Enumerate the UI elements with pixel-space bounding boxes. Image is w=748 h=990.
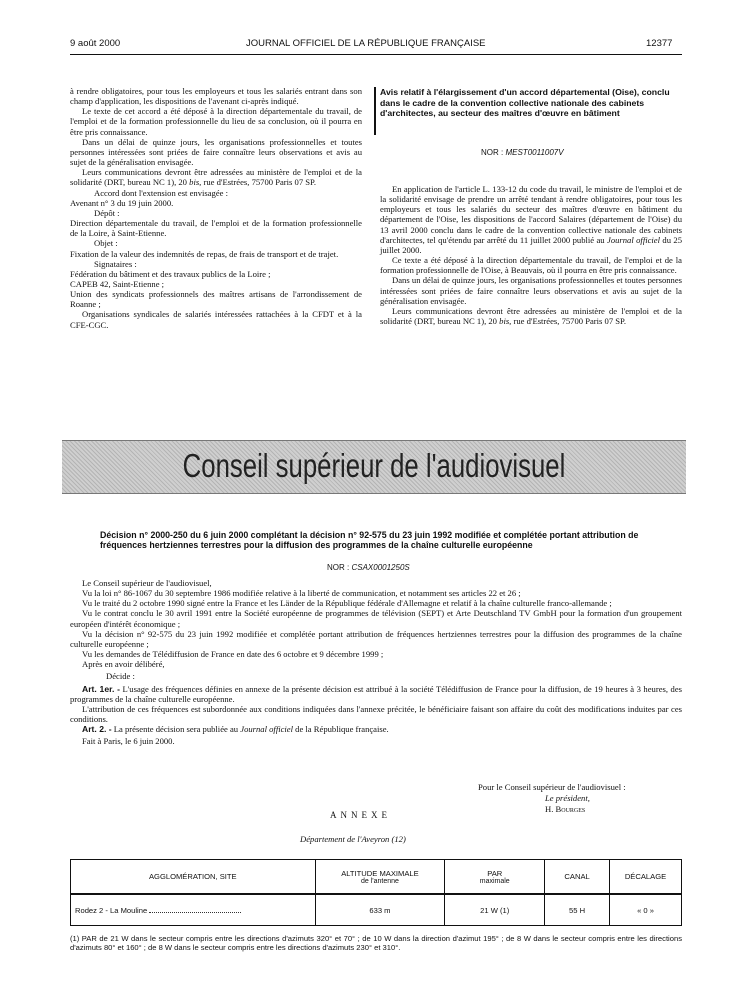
site-name: Rodez 2 - La Mouline (75, 905, 148, 915)
table-cell-site (71, 894, 316, 926)
right-column (380, 184, 682, 326)
column-header-main: CANAL (564, 872, 590, 881)
text-span: La présente décision sera publiée au (113, 724, 239, 735)
left-paragraph (70, 167, 362, 187)
left-paragraph: Fixation de la valeur des indemnités de repas, de frais de transport et de trajet. (70, 248, 339, 259)
nor-label: NOR : (327, 563, 350, 572)
table-cell-altitude: 633 m (315, 894, 445, 926)
nor-value: MEST0011007V (505, 148, 564, 157)
text-span: L'usage des fréquences définies en annexe de la présente décision est attribué à la société Télédiffusion de France pour la diffusion, de 19 heures à 3 heures, des programmes de la chaîne culturelle européenne. (70, 683, 682, 704)
section-banner-title: Conseil supérieur de l'audiovisuel (182, 447, 566, 484)
decision-paragraph: Vu les demandes de Télédiffusion de France en date des 6 octobre et 9 décembre 1999 ; (82, 649, 384, 660)
column-header-main: DÉCALAGE (624, 872, 667, 881)
left-paragraph: à rendre obligatoires, pour tous les employeurs et tous les salariés entrant dans son champ d'application, les dispositions de l'avenant ci-après indiqué. (70, 86, 362, 107)
text-span: rue d'Estrées, 75700 Paris 07 SP. (513, 316, 627, 327)
left-paragraph: CAPEB 42, Saint-Etienne ; (70, 278, 165, 289)
table-cell-par: 21 W (1) (445, 894, 545, 926)
annex-department: Département de l'Aveyron (12) (300, 834, 406, 844)
decision-paragraph: Vu le contrat conclu le 30 avril 1991 entre la Société européenne de programmes de télévision (SEPT) et Arte Deutschland TV GmbH pour la formation d'un groupement européen d'intérêt économique ; (70, 608, 682, 629)
table-row (71, 894, 682, 926)
left-paragraph: Direction départementale du travail, de l'emploi et de la formation professionnelle de la Loire, à Saint-Etienne. (70, 218, 362, 239)
article-label: Art. 1er. - (82, 683, 120, 694)
header-page-number: 12377 (646, 38, 673, 49)
column-header-main: AGGLOMÉRATION, SITE (148, 872, 237, 881)
decision-nor (327, 563, 410, 572)
text-span: Leurs communications devront être adressées au ministère de l'emploi et de la solidarité (DRT, bureau NC 1), 20 (70, 167, 362, 188)
left-paragraph: Organisations syndicales de salariés intéressées rattachées à la CFDT et à la CFE-CGC. (70, 309, 362, 330)
column-header-sub: maximale (479, 877, 510, 885)
text-span: Journal officiel (607, 234, 660, 245)
column-header-main: ALTITUDE MAXIMALE (341, 868, 419, 878)
annex-footnote: (1) PAR de 21 W dans le secteur compris entre les directions d'azimuts 320° et 70° ; de 10 W dans la direction d'azimut 195° ; de 8 W dans le secteur compris entre les directions d'azimuts 80° et 160° ; de 8 W dans le secteur compris entre les directions d'azimuts 230° et 310°. (70, 934, 682, 953)
header-title: JOURNAL OFFICIEL DE LA RÉPUBLIQUE FRANÇAISE (246, 38, 486, 49)
article-1 (70, 684, 682, 704)
decision-paragraph: Décide : (106, 671, 135, 682)
table-cell-canal: 55 H (545, 894, 610, 926)
left-paragraph: Dépôt : (94, 207, 120, 218)
column-header (445, 860, 545, 895)
nor-value: CSAX0001250S (351, 563, 410, 572)
article-1-paragraph: L'attribution de ces fréquences est subordonnée aux conditions indiquées dans l'annexe précitée, le bénéficiaire faisant son affaire du coût des modifications induites par ces conditions. (70, 703, 682, 725)
header-date: 9 août 2000 (70, 38, 121, 49)
nor-label: NOR : (481, 148, 504, 157)
table-cell-decalage: « 0 » (610, 894, 682, 926)
text-span: Journal officiel (240, 724, 293, 735)
table-header-row (71, 860, 682, 895)
decision-paragraph: Vu la décision n° 92-575 du 23 juin 1992 modifiée et complétée portant attribution de fréquences hertziennes terrestres pour la diffusion des programmes de la chaîne culturelle européenne ; (70, 628, 682, 649)
text-span: Leurs communications devront être adressées au ministère de l'emploi et de la solidarité (DRT, bureau NC 1), 20 (380, 305, 682, 327)
decision-paragraph: Le Conseil supérieur de l'audiovisuel, (82, 578, 212, 588)
decision-paragraph: Vu la loi n° 86-1067 du 30 septembre 1986 modifiée relative à la liberté de communication, et notamment ses articles 22 et 26 ; (82, 588, 521, 599)
left-paragraph: Union des syndicats professionnels des maîtres artisans de l'arrondissement de Roanne ; (70, 289, 362, 310)
left-paragraph: Dans un délai de quinze jours, les organisations professionnelles et toutes personnes intéressées sont priées de faire connaître leurs observations et avis au sujet de la généralisation envisagée. (70, 136, 362, 168)
avis-title: Avis relatif à l'élargissement d'un accord départemental (Oise), conclu dans le cadre de la convention collective nationale des cabinets d'architectes, au secteur des maîtres d'œuvre en bâtiment (380, 87, 670, 119)
avis-title-bar (374, 87, 376, 135)
left-paragraph: Avenant n° 3 du 19 juin 2000. (70, 197, 174, 208)
right-paragraph: Ce texte a été déposé à la direction départementale du travail, de l'emploi et de la formation professionnelle de l'Oise, à Beauvais, où il pourra en être pris connaissance. (380, 255, 682, 276)
column-header-sub: de l'antenne (360, 877, 399, 885)
signature-line: Pour le Conseil supérieur de l'audiovisuel : (478, 782, 626, 792)
decision-paragraph: Après en avoir délibéré, (82, 659, 165, 670)
left-paragraph: Fédération du bâtiment et des travaux publics de la Loire ; (70, 268, 271, 279)
left-paragraph: Le texte de cet accord a été déposé à la direction départementale du travail, de l'emploi et de la formation professionnelle du lieu de sa conclusion, où il pourra en être pris connaissance. (70, 106, 362, 137)
article-2 (70, 724, 682, 734)
column-header-main: PAR (487, 868, 503, 878)
decision-body (70, 578, 682, 747)
text-span: du 25 juillet 2000. (380, 234, 682, 255)
left-column (70, 86, 362, 330)
left-paragraph: Objet : (94, 238, 118, 249)
text-span: bis, (189, 177, 202, 188)
decision-paragraph: Vu le traité du 2 octobre 1990 signé entre la France et les Länder de la République fédérale d'Allemagne et relatif à la chaîne culturelle franco-allemande ; (82, 598, 612, 609)
signature-title: Le président, (545, 793, 590, 803)
text-span: de la République française. (295, 724, 389, 735)
left-paragraph: Signataires : (94, 258, 137, 269)
right-paragraph (380, 306, 682, 326)
leader-dots (149, 906, 241, 913)
article-label: Art. 2. - (82, 724, 112, 735)
signature-name: H. Bourges (545, 804, 586, 814)
avis-nor (481, 148, 564, 157)
decision-date: Fait à Paris, le 6 juin 2000. (82, 736, 175, 747)
text-span: rue d'Estrées, 75700 Paris 07 SP. (203, 177, 317, 188)
annex-table (70, 859, 682, 926)
decision-title: Décision n° 2000-250 du 6 juin 2000 complétant la décision n° 92-575 du 23 juin 1992 modifiée et complétée portant attribution de fréquences hertziennes terrestres pour la diffusion des programmes de la chaîne culturelle européenne (100, 530, 639, 551)
annex-title: ANNEXE (330, 810, 391, 820)
text-span: bis, (499, 316, 512, 327)
text-span: En application de l'article L. 133-12 du code du travail, le ministre de l'emploi et de la solidarité envisage de prendre un arrêté tendant à rendre obligatoires, pour tous les employeurs et tous les salariés du secteur des maîtres d'œuvre en bâtiment du département de l'Oise, les dispositions de l'accord Salaires (département de l'Oise) du 13 avril 2000 conclu dans le cadre de la convention collective nationale des cabinets d'architectes, tel qu'étendu par arrêté du 11 juillet 2000 publié au (380, 184, 682, 245)
right-paragraph: Dans un délai de quinze jours, les organisations professionnelles et toutes personnes intéressées sont priées de faire connaître leurs observations et avis au sujet de la généralisation envisagée. (380, 275, 682, 306)
column-header (71, 860, 316, 895)
left-paragraph: Accord dont l'extension est envisagée : (94, 187, 228, 198)
column-header (545, 860, 610, 895)
column-header (315, 860, 445, 895)
right-paragraph (380, 184, 682, 255)
column-header (610, 860, 682, 895)
header-rule (70, 54, 682, 55)
